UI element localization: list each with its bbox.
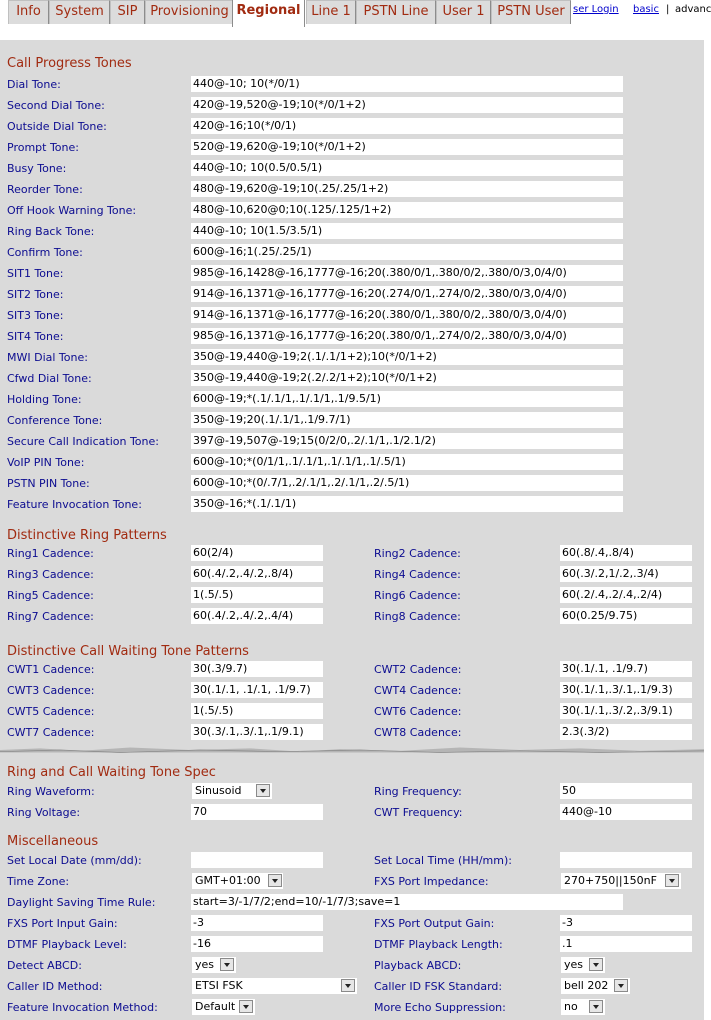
tone-input[interactable]: 350@-19;20(.1/.1/1,.1/9.7/1): [191, 412, 623, 428]
tone-label: PSTN PIN Tone:: [7, 477, 90, 490]
basic-link[interactable]: basic: [633, 4, 659, 15]
tone-label: MWI Dial Tone:: [7, 351, 88, 364]
section-title-distinctive-ring: Distinctive Ring Patterns: [7, 528, 167, 543]
chevron-down-icon: [268, 874, 282, 887]
tone-input[interactable]: 600@-10;*(0/1/1,.1/.1/1,.1/.1/1,.1/.5/1): [191, 454, 623, 470]
tone-label: Outside Dial Tone:: [7, 120, 107, 133]
cwt-cadence-left-label: CWT7 Cadence:: [7, 726, 95, 739]
tone-input[interactable]: 440@-10; 10(*/0/1): [191, 76, 623, 92]
ring-cadence-left-label: Ring7 Cadence:: [7, 610, 94, 623]
tab-pstn-line[interactable]: PSTN Line: [356, 0, 436, 24]
tone-input[interactable]: 914@-16,1371@-16,1777@-16;20(.274/0/1,.274/0/2,.380/0/3,0/4/0): [191, 286, 623, 302]
echo-suppression-value: no: [564, 1000, 578, 1013]
tone-input[interactable]: 520@-19,620@-19;10(*/0/1+2): [191, 139, 623, 155]
tab-user1[interactable]: User 1: [436, 0, 491, 24]
ring-waveform-select[interactable]: [192, 783, 272, 799]
section-title-ring-cwt-spec: Ring and Call Waiting Tone Spec: [7, 765, 216, 780]
fxs-input-gain-label: FXS Port Input Gain:: [7, 917, 118, 930]
dst-rule-input[interactable]: start=3/-1/7/2;end=10/-1/7/3;save=1: [191, 894, 623, 910]
tone-label: SIT4 Tone:: [7, 330, 64, 343]
tone-label: Prompt Tone:: [7, 141, 79, 154]
ring-cadence-left-label: Ring1 Cadence:: [7, 547, 94, 560]
caller-id-fsk-select[interactable]: [561, 978, 630, 994]
tone-input[interactable]: 350@-16;*(.1/.1/1): [191, 496, 623, 512]
playback-abcd-select[interactable]: [561, 957, 605, 973]
ring-cadence-right-input[interactable]: 60(0.25/9.75): [560, 608, 692, 624]
tab-bar: [0, 0, 711, 28]
torn-edge: [0, 745, 704, 755]
tone-label: SIT3 Tone:: [7, 309, 64, 322]
time-zone-label: Time Zone:: [7, 875, 70, 888]
playback-abcd-label: Playback ABCD:: [374, 959, 462, 972]
tone-input[interactable]: 420@-19,520@-19;10(*/0/1+2): [191, 97, 623, 113]
ring-frequency-input[interactable]: 50: [560, 783, 692, 799]
time-zone-value: GMT+01:00: [195, 874, 261, 887]
caller-id-fsk-label: Caller ID FSK Standard:: [374, 980, 503, 993]
chevron-down-icon: [614, 979, 628, 992]
tone-input[interactable]: 480@-19,620@-19;10(.25/.25/1+2): [191, 181, 623, 197]
ring-waveform-value: Sinusoid: [195, 784, 242, 797]
feature-invocation-method-value: Default: [195, 1000, 236, 1013]
fxs-impedance-select[interactable]: [561, 873, 681, 889]
tone-input[interactable]: 440@-10; 10(1.5/3.5/1): [191, 223, 623, 239]
ring-cadence-right-label: Ring2 Cadence:: [374, 547, 461, 560]
tab-provisioning[interactable]: Provisioning: [145, 0, 234, 24]
local-time-label: Set Local Time (HH/mm):: [374, 854, 512, 867]
cwt-cadence-right-input[interactable]: 30(.1/.1, .1/9.7): [560, 661, 692, 677]
dtmf-level-input[interactable]: -16: [191, 936, 323, 952]
cwt-cadence-left-label: CWT3 Cadence:: [7, 684, 95, 697]
chevron-down-icon: [256, 784, 270, 797]
tone-label: Secure Call Indication Tone:: [7, 435, 159, 448]
tone-label: Busy Tone:: [7, 162, 67, 175]
cwt-cadence-left-label: CWT5 Cadence:: [7, 705, 95, 718]
chevron-down-icon: [589, 1000, 603, 1013]
section-title-distinctive-cwt: Distinctive Call Waiting Tone Patterns: [7, 644, 249, 659]
tone-label: Cfwd Dial Tone:: [7, 372, 92, 385]
ring-cadence-left-input[interactable]: 60(.4/.2,.4/.2,.8/4): [191, 566, 323, 582]
tone-label: Off Hook Warning Tone:: [7, 204, 137, 217]
ring-cadence-right-label: Ring6 Cadence:: [374, 589, 461, 602]
tone-label: Dial Tone:: [7, 78, 61, 91]
cwt-cadence-right-input[interactable]: 2.3(.3/2): [560, 724, 692, 740]
tone-label: SIT2 Tone:: [7, 288, 64, 301]
local-time-input[interactable]: [560, 852, 692, 868]
caller-id-method-value: ETSI FSK: [195, 979, 243, 992]
local-date-label: Set Local Date (mm/dd):: [7, 854, 142, 867]
tab-info[interactable]: Info: [8, 0, 49, 24]
tone-label: Confirm Tone:: [7, 246, 83, 259]
fxs-input-gain-input[interactable]: -3: [191, 915, 323, 931]
feature-invocation-method-select[interactable]: [192, 999, 255, 1015]
tone-input[interactable]: 600@-19;*(.1/.1/1,.1/.1/1,.1/9.5/1): [191, 391, 623, 407]
playback-abcd-value: yes: [564, 958, 584, 971]
chevron-down-icon: [239, 1000, 253, 1013]
fxs-output-gain-label: FXS Port Output Gain:: [374, 917, 495, 930]
tone-label: VoIP PIN Tone:: [7, 456, 85, 469]
fxs-output-gain-input[interactable]: -3: [560, 915, 692, 931]
spacer: [0, 27, 704, 40]
ring-cadence-left-label: Ring3 Cadence:: [7, 568, 94, 581]
ring-voltage-label: Ring Voltage:: [7, 806, 81, 819]
tab-sip[interactable]: SIP: [110, 0, 145, 24]
fxs-impedance-value: 270+750||150nF: [564, 874, 657, 887]
ring-cadence-right-input[interactable]: 60(.8/.4,.8/4): [560, 545, 692, 561]
detect-abcd-value: yes: [195, 958, 215, 971]
link-separator: |: [666, 4, 670, 15]
cwt-cadence-left-input[interactable]: 30(.3/.1,.3/.1,.1/9.1): [191, 724, 323, 740]
tab-system[interactable]: System: [49, 0, 110, 24]
dst-rule-label: Daylight Saving Time Rule:: [7, 896, 156, 909]
tone-label: Holding Tone:: [7, 393, 82, 406]
caller-id-method-select[interactable]: [192, 978, 357, 994]
ring-cadence-right-input[interactable]: 60(.2/.4,.2/.4,.2/4): [560, 587, 692, 603]
advanced-link[interactable]: advanc: [675, 4, 711, 15]
tone-label: Reorder Tone:: [7, 183, 83, 196]
tone-input[interactable]: 397@-19,507@-19;15(0/2/0,.2/.1/1,.1/2.1/2): [191, 433, 623, 449]
echo-suppression-label: More Echo Suppression:: [374, 1001, 506, 1014]
ring-cadence-left-input[interactable]: 1(.5/.5): [191, 587, 323, 603]
detect-abcd-select[interactable]: [192, 957, 236, 973]
chevron-down-icon: [341, 979, 355, 992]
fxs-impedance-label: FXS Port Impedance:: [374, 875, 489, 888]
caller-id-fsk-value: bell 202: [564, 979, 609, 992]
cwt-cadence-left-input[interactable]: 30(.1/.1, .1/.1, .1/9.7): [191, 682, 323, 698]
ring-cadence-right-input[interactable]: 60(.3/.2,1/.2,.3/4): [560, 566, 692, 582]
caller-id-method-label: Caller ID Method:: [7, 980, 103, 993]
dtmf-length-input[interactable]: .1: [560, 936, 692, 952]
ring-waveform-label: Ring Waveform:: [7, 785, 95, 798]
tab-regional[interactable]: Regional: [232, 0, 305, 28]
ring-voltage-input[interactable]: 70: [191, 804, 323, 820]
tone-label: Conference Tone:: [7, 414, 103, 427]
section-title-misc: Miscellaneous: [7, 834, 99, 849]
tone-input[interactable]: 600@-16;1(.25/.25/1): [191, 244, 623, 260]
cwt-cadence-right-label: CWT2 Cadence:: [374, 663, 462, 676]
ring-cadence-right-label: Ring4 Cadence:: [374, 568, 461, 581]
cwt-frequency-label: CWT Frequency:: [374, 806, 463, 819]
section-title-call-progress: Call Progress Tones: [7, 56, 132, 71]
ring-cadence-left-input[interactable]: 60(.4/.2,.4/.2,.4/4): [191, 608, 323, 624]
ring-cadence-left-label: Ring5 Cadence:: [7, 589, 94, 602]
cwt-cadence-left-label: CWT1 Cadence:: [7, 663, 95, 676]
tone-label: SIT1 Tone:: [7, 267, 64, 280]
tone-label: Ring Back Tone:: [7, 225, 95, 238]
detect-abcd-label: Detect ABCD:: [7, 959, 82, 972]
chevron-down-icon: [665, 874, 679, 887]
cwt-cadence-right-input[interactable]: 30(.1/.1,.3/.2,.3/9.1): [560, 703, 692, 719]
cwt-cadence-right-label: CWT8 Cadence:: [374, 726, 462, 739]
tab-line1[interactable]: Line 1: [306, 0, 356, 24]
ring-frequency-label: Ring Frequency:: [374, 785, 462, 798]
tone-input[interactable]: 985@-16,1428@-16,1777@-16;20(.380/0/1,.380/0/2,.380/0/3,0/4/0): [191, 265, 623, 281]
tone-input[interactable]: 420@-16;10(*/0/1): [191, 118, 623, 134]
tone-input[interactable]: 350@-19,440@-19;2(.2/.2/1+2);10(*/0/1+2): [191, 370, 623, 386]
time-zone-select[interactable]: [192, 873, 283, 889]
cwt-cadence-right-input[interactable]: 30(.1/.1,.3/.1,.1/9.3): [560, 682, 692, 698]
cwt-cadence-left-input[interactable]: 30(.3/9.7): [191, 661, 323, 677]
tone-input[interactable]: 480@-10,620@0;10(.125/.125/1+2): [191, 202, 623, 218]
cwt-cadence-left-input[interactable]: 1(.5/.5): [191, 703, 323, 719]
cwt-frequency-input[interactable]: 440@-10: [560, 804, 692, 820]
user-login-link[interactable]: ser Login: [573, 4, 619, 15]
feature-invocation-method-label: Feature Invocation Method:: [7, 1001, 158, 1014]
cwt-cadence-right-label: CWT4 Cadence:: [374, 684, 462, 697]
cwt-cadence-right-label: CWT6 Cadence:: [374, 705, 462, 718]
tone-input[interactable]: 350@-19,440@-19;2(.1/.1/1+2);10(*/0/1+2): [191, 349, 623, 365]
ring-cadence-right-label: Ring8 Cadence:: [374, 610, 461, 623]
ring-cadence-left-input[interactable]: 60(2/4): [191, 545, 323, 561]
tone-input[interactable]: 440@-10; 10(0.5/0.5/1): [191, 160, 623, 176]
tone-input[interactable]: 985@-16,1371@-16,1777@-16;20(.380/0/1,.274/0/2,.380/0/3,0/4/0): [191, 328, 623, 344]
tone-label: Feature Invocation Tone:: [7, 498, 142, 511]
chevron-down-icon: [220, 958, 234, 971]
echo-suppression-select[interactable]: [561, 999, 605, 1015]
tone-input[interactable]: 600@-10;*(0/.7/1,.2/.1/1,.2/.1/1,.2/.5/1): [191, 475, 623, 491]
dtmf-length-label: DTMF Playback Length:: [374, 938, 503, 951]
chevron-down-icon: [589, 958, 603, 971]
dtmf-level-label: DTMF Playback Level:: [7, 938, 127, 951]
tone-label: Second Dial Tone:: [7, 99, 105, 112]
local-date-input[interactable]: [191, 852, 323, 868]
tone-input[interactable]: 914@-16,1371@-16,1777@-16;20(.380/0/1,.380/0/2,.380/0/3,0/4/0): [191, 307, 623, 323]
tab-pstn-user[interactable]: PSTN User: [491, 0, 571, 24]
